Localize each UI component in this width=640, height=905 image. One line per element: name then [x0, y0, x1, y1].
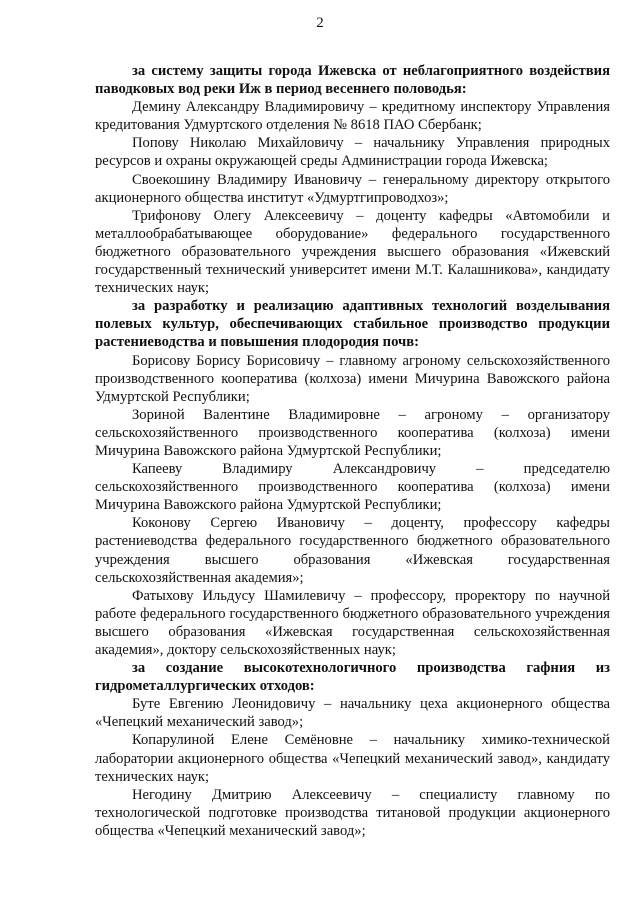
award-entry: Капееву Владимиру Александровичу – председателю сельскохозяйственного производственного кооператива (колхоза) имени Мичурина Вавожского района Удмуртской Республики;	[95, 461, 610, 514]
award-entry: Негодину Дмитрию Алексеевичу – специалисту главному по технологической подготовке производства титановой продукции акционерного общества «Чепецкий механический завод»;	[95, 786, 610, 839]
award-entry: Попову Николаю Михайловичу – начальнику Управления природных ресурсов и охраны окружающей среды Администрации города Ижевска;	[95, 135, 610, 170]
award-entry: Коконову Сергею Ивановичу – доценту, профессору кафедры растениеводства федерального государственного бюджетного образовательного учреждения высшего образования «Ижевская государственная сельскохозяйственная академия»;	[95, 515, 610, 586]
award-entry: Буте Евгению Леонидовичу – начальнику цеха акционерного общества «Чепецкий механический завод»;	[95, 696, 610, 731]
page-number: 2	[316, 15, 324, 31]
award-entry: Трифонову Олегу Алексеевичу – доценту кафедры «Автомобили и металлообрабатывающее оборудование» федерального государственного бюджетного образовательного учреждения высшего образования «Ижевский государственный технический университет имени М.Т. Калашникова», кандидату технических наук;	[95, 207, 610, 297]
award-entry: Копарулиной Елене Семёновне – начальнику химико-технической лаборатории акционерного общества «Чепецкий механический завод», кандидату технических наук;	[95, 732, 610, 785]
document-body	[95, 62, 610, 840]
award-entry: Своекошину Владимиру Ивановичу – генеральному директору открытого акционерного общества институт «Удмуртгипроводхоз»;	[95, 171, 610, 206]
award-entry: Зориной Валентине Владимировне – агроному – организатору сельскохозяйственного производственного кооператива (колхоза) имени Мичурина Вавожского района Удмуртской Республики;	[95, 406, 610, 459]
award-entry: Фатыхову Ильдусу Шамилевичу – профессору, проректору по научной работе федерального государственного бюджетного образовательного учреждения высшего образования «Ижевская государственная сельскохозяйственная академия», доктору сельскохозяйственных наук;	[95, 587, 610, 658]
award-entry: Демину Александру Владимировичу – кредитному инспектору Управления кредитования Удмуртского отделения № 8618 ПАО Сбербанк;	[95, 99, 610, 134]
section-heading: за создание высокотехнологичного производства гафния из гидрометаллургических отходов:	[95, 660, 610, 695]
award-entry: Борисову Борису Борисовичу – главному агроному сельскохозяйственного производственного кооператива (колхоза) имени Мичурина Вавожского района Удмуртской Республики;	[95, 352, 610, 405]
section-heading: за систему защиты города Ижевска от неблагоприятного воздействия паводковых вод реки Иж в период весеннего половодья:	[95, 63, 610, 98]
section-heading: за разработку и реализацию адаптивных технологий возделывания полевых культур, обеспечивающих стабильное производство продукции растениеводства и повышения плодородия почв:	[95, 298, 610, 351]
